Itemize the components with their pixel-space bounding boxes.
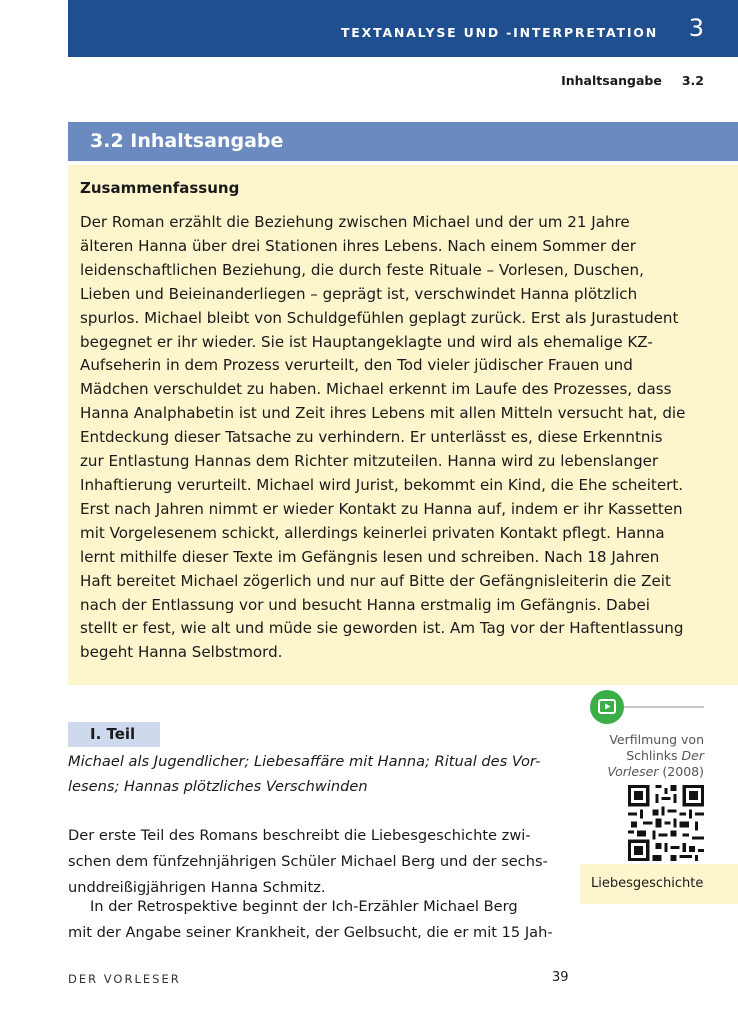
body-paragraph-2: In der Retrospektive beginnt der Ich-Erzähler Michael Berg mit der Angabe seiner Krankheit, der Gelbsucht, die er mit 15 Jah- <box>68 898 553 941</box>
video-play-icon[interactable] <box>590 690 624 724</box>
part-label: I. Teil <box>68 722 160 747</box>
summary-box <box>68 165 738 685</box>
caption-line-2 <box>586 748 704 764</box>
part-subtitle: Michael als Jugendlicher; Liebesaffäre mit Hanna; Ritual des Vor- lesens; Hannas plötzliches Verschwinden <box>68 753 541 795</box>
qr-code-icon[interactable] <box>628 785 704 861</box>
summary-heading: Zusammenfassung <box>80 179 240 197</box>
section-title-bar <box>68 122 738 161</box>
page-number: 39 <box>552 970 569 985</box>
body-paragraph-1: Der erste Teil des Romans beschreibt die Liebesgeschichte zwi- schen dem fünfzehnjährigen Schüler Michael Berg und der sechs- unddreißigjährigen Hanna Schmitz. <box>68 827 548 896</box>
chapter-number: 3 <box>688 14 704 42</box>
caption-author: Schlinks <box>626 748 678 763</box>
header-bar <box>68 0 738 57</box>
chapter-title: TEXTANALYSE UND -INTERPRETATION <box>340 25 658 40</box>
running-subheader <box>561 73 704 88</box>
caption-line-1: Verfilmung von <box>609 732 704 747</box>
subheader-section-name: Inhaltsangabe <box>561 73 662 88</box>
caption-line-3 <box>586 764 704 780</box>
section-title: 3.2 Inhaltsangabe <box>90 130 284 152</box>
caption-title-end: Vorleser <box>607 764 659 779</box>
subheader-section-number: 3.2 <box>681 73 704 88</box>
sidebar-divider <box>624 706 704 708</box>
film-caption <box>586 732 704 780</box>
footer-book-title: DER VORLESER <box>68 972 181 986</box>
caption-title-start: Der <box>681 748 704 763</box>
summary-text: Der Roman erzählt die Beziehung zwischen Michael und der um 21 Jahre älteren Hanna über drei Stationen ihres Lebens. Nach einem Sommer der leidenschaftlichen Beziehung, die durch feste Rituale – Vorlesen, Duschen, Lieben und Beieinanderliegen – geprägt ist, verschwindet Hanna plötzlich spurlos. Michael bleibt von Schuldgefühlen geplagt zurück. Erst als Jurastudent begegnet er ihr wieder. Sie ist Hauptangeklagte und wird als ehemalige KZ- Aufseherin in dem Prozess verurteilt, den Tod vieler jüdischer Frauen und Mädchen verschuldet zu haben. Michael erkennt im Laufe des Prozesses, dass Hanna Analphabetin ist und Zeit ihres Lebens mit allen Mitteln versucht hat, die Entdeckung dieser Tatsache zu verhindern. Er unterlässt es, diese Erkenntnis zur Entlastung Hannas dem Richter mitzuteilen. Hanna wird zu lebenslanger Inhaftierung verurteilt. Michael wird Jurist, bekommt ein Kind, die Ehe scheitert. Erst nach Jahren nimmt er wieder Kontakt zu Hanna auf, indem er ihr Kassetten mit Vorgelesenem schickt, allerdings keinerlei privaten Kontakt pflegt. Hanna lernt mithilfe dieser Texte im Gefängnis lesen und schreiben. Nach 18 Jahren Haft bereitet Michael zögerlich und nur auf Bitte der Gefängnisleiterin die Zeit nach der Entlassung vor und besucht Hanna erstmalig im Gefängnis. Dabei stellt er fest, wie alt und müde sie geworden ist. Am Tag vor der Haftentlassung begeht Hanna Selbstmord. <box>80 213 686 662</box>
caption-year: (2008) <box>662 764 704 779</box>
keyword-box: Liebesgeschichte <box>580 864 738 904</box>
